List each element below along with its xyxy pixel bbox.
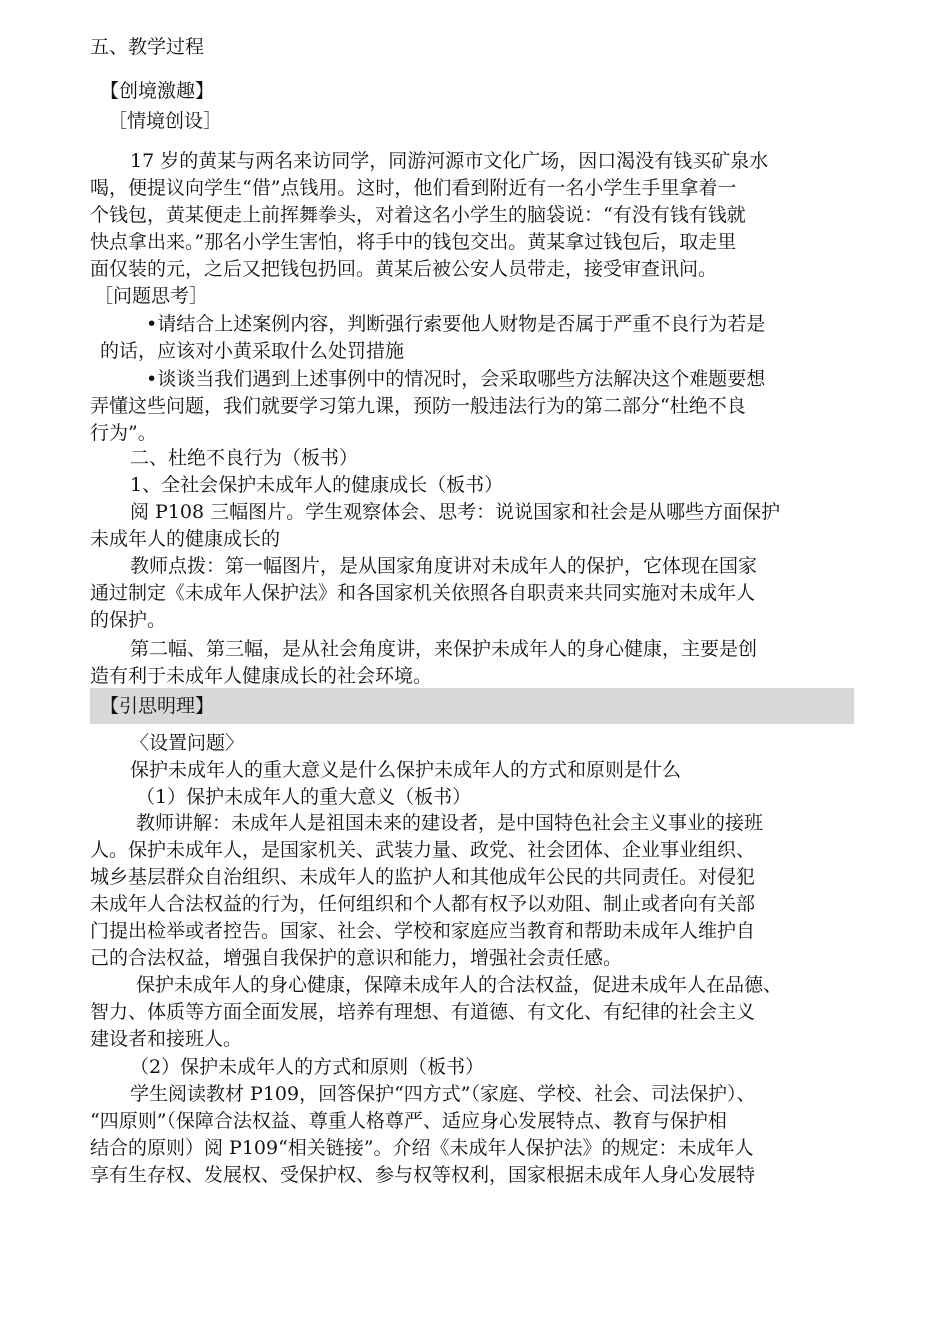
text-line: 城乡基层群众自治组织、未成年人的监护人和其他成年公民的共同责任。对侵犯: [90, 866, 756, 888]
text-line: 教师讲解：未成年人是祖国未来的建设者，是中国特色社会主义事业的接班: [136, 812, 764, 834]
text-line: 喝，便提议向学生“借”点钱用。这时，他们看到附近有一名小学生手里拿着一: [90, 177, 737, 199]
text-line: 通过制定《未成年人保护法》和各国家机关依照各自职责来共同实施对未成年人: [90, 582, 756, 604]
text-line: 结合的原则）阅 P109“相关链接”。介绍《未成年人保护法》的规定：未成年人: [90, 1137, 754, 1159]
text-line: 个钱包，黄某便走上前挥舞拳头，对着这名小学生的脑袋说：“有没有钱有钱就: [90, 204, 746, 226]
heading-dujue-buliang: 二、杜绝不良行为（板书）: [130, 447, 359, 469]
text-line: 智力、体质等方面全面发展，培养有理想、有道德、有文化、有纪律的社会主义: [90, 1001, 756, 1023]
heading-chuangjing-jiqu: 【创境激趣】: [100, 80, 215, 102]
text-line: 阅 P108 三幅图片。学生观察体会、思考：说说国家和社会是从哪些方面保护: [130, 501, 781, 523]
heading-sub-1: （1）保护未成年人的重大意义（板书）: [136, 786, 472, 808]
text-line: 门提出检举或者控告。国家、社会、学校和家庭应当教育和帮助未成年人维护自: [90, 920, 756, 942]
main-question: 保护未成年人的重大意义是什么保护未成年人的方式和原则是什么: [130, 759, 682, 781]
text-line: 学生阅读教材 P109，回答保护“四方式”（家庭、学校、社会、司法保护）、: [130, 1083, 756, 1105]
text-line: 的保护。: [90, 609, 167, 631]
heading-point-1: 1、全社会保护未成年人的健康成长（板书）: [130, 474, 504, 496]
text-line: 的话，应该对小黄采取什么处罚措施: [100, 340, 405, 362]
heading-shezhi-wenti: 〈设置问题〉: [130, 732, 245, 754]
text-line: 教师点拨：第一幅图片，是从国家角度讲对未成年人的保护，它体现在国家: [130, 555, 758, 577]
heading-qingjing-chuangshe: ［情境创设］: [108, 110, 223, 132]
section-title: 五、教学过程: [90, 36, 205, 58]
text-line: 第二幅、第三幅，是从社会角度讲，来保护未成年人的身心健康，主要是创: [130, 638, 758, 660]
text-line: 保护未成年人的身心健康，保障未成年人的合法权益，促进未成年人在品德、: [136, 974, 783, 996]
heading-wenti-sikao: ［问题思考］: [94, 285, 209, 307]
text-line: “四原则”（保障合法权益、尊重人格尊严、适应身心发展特点、教育与保护相: [90, 1110, 727, 1132]
text-line: 面仅装的元，之后又把钱包扔回。黄某后被公安人员带走，接受审查讯问。: [90, 258, 718, 280]
text-line: 行为”。: [90, 422, 157, 444]
text-line: 享有生存权、发展权、受保护权、参与权等权利，国家根据未成年人身心发展特: [90, 1164, 756, 1186]
text-line: 造有利于未成年人健康成长的社会环境。: [90, 665, 433, 687]
heading-sub-2: （2）保护未成年人的方式和原则（板书）: [130, 1056, 485, 1078]
text-line: •谈谈当我们遇到上述事例中的情况时，会采取哪些方法解决这个难题要想: [146, 368, 766, 390]
text-line: 17 岁的黄某与两名来访同学，同游河源市文化广场，因口渴没有钱买矿泉水: [130, 150, 769, 172]
text-line: 未成年人合法权益的行为，任何组织和个人都有权予以劝阻、制止或者向有关部: [90, 893, 756, 915]
text-line: 建设者和接班人。: [90, 1028, 243, 1050]
heading-yinsi-mingli: 【引思明理】: [100, 695, 215, 717]
text-line: 快点拿出来。”那名小学生害怕，将手中的钱包交出。黄某拿过钱包后，取走里: [90, 231, 737, 253]
text-line: 弄懂这些问题，我们就要学习第九课，预防一般违法行为的第二部分“杜绝不良: [90, 395, 746, 417]
text-line: 人。保护未成年人，是国家机关、武装力量、政党、社会团体、企业事业组织、: [90, 839, 756, 861]
text-line: •请结合上述案例内容，判断强行索要他人财物是否属于严重不良行为若是: [146, 313, 766, 335]
text-line: 未成年人的健康成长的: [90, 528, 281, 550]
text-line: 己的合法权益，增强自我保护的意识和能力，增强社会责任感。: [90, 947, 623, 969]
